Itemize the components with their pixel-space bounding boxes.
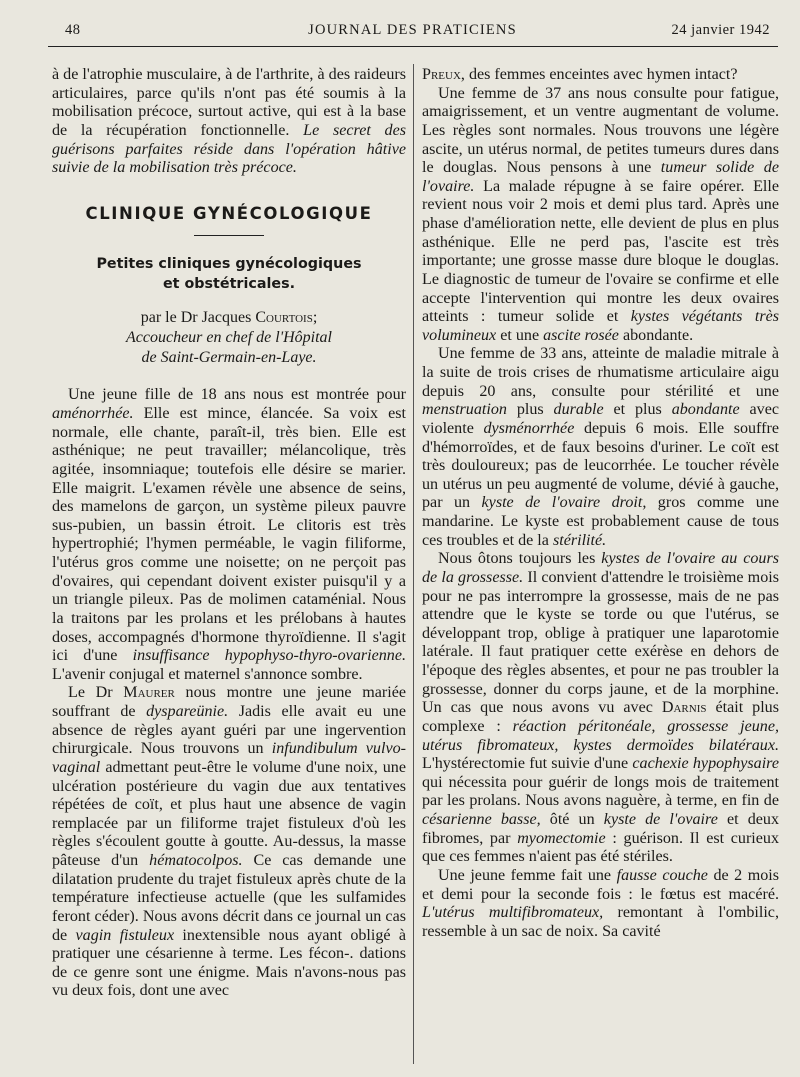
paragraph-case-4: Une femme de 33 ans, atteinte de maladie mitrale à la suite de trois crises de rhumatisme articulaire aigu depuis 20 ans, consulte pour stérilité et une menstruation plus durable et plus abondante avec violente dysménorrhée depuis 6 mois. Elle souffre d'hémorroïdes, et de faux besoins d'uriner. Le coït est très douloureux; pas de leucorrhée. Le toucher révèle un utérus un peu augmenté de volume, dévié à gauche, par un kyste de l'ovaire droit, gros comme une mandarine. Le kyste est probablement cause de tous ces troubles et de la stérilité. (422, 345, 779, 549)
right-column (422, 66, 779, 941)
left-column (52, 66, 406, 1001)
page-number: 48 (65, 22, 81, 38)
section-title: CLINIQUE GYNÉCOLOGIQUE (85, 203, 373, 223)
paragraph-case-2: Le Dr Maurer nous montre une jeune mariée souffrant de dyspareünie. Jadis elle avait eu une absence de règles ayant guéri par une ingervention chirurgicale. Nous trouvons un infundibulum vulvo-vaginal admettant peut-être le volume d'une noix, une ulcération postérieure du vagin due aux tentatives répétées de coït, et plus haut une absence de vagin remplacée par un filiforme trajet fistuleux d'où les règles s'écoulent goutte à goutte. Au-dessus, la masse pâteuse d'un hématocolpos. Ce cas demande une dilatation prudente du trajet fistuleux après chute de la température infectieuse actuelle (que les sulfamides feront céder). Nous avons décrit dans ce journal un cas de vagin fistuleux inextensible nous ayant obligé à pratiquer une césarienne à terme. Les fécon-. dations de ce genre sont une énigme. Mais n'avons-nous pas vu deux fois, dont une avec (52, 684, 407, 1000)
section-title-rule (194, 235, 264, 236)
issue-date: 24 janvier 1942 (671, 22, 770, 38)
byline: par le Dr Jacques Courtois; Accoucheur en chef de l'Hôpital de Saint-Germain-en-Laye. (125, 309, 332, 367)
intro-paragraph: à de l'atrophie musculaire, à de l'arthrite, à des raideurs articulaires, parce qu'ils n'ont pas été soumis à la mobilisation précoce, surtout active, qui est à la base de la récupération fonctionnelle. Le secret des guérisons parfaites réside dans l'opération hâtive suivie de la mobilisation très précoce. (52, 66, 406, 177)
column-divider (413, 64, 414, 1064)
header-rule (48, 46, 778, 47)
journal-title: JOURNAL DES PRATICIENS (308, 22, 517, 38)
article-title: Petites cliniques gynécologiques et obstétricales. (96, 256, 362, 293)
paragraph-ovarian-cysts: Nous ôtons toujours les kystes de l'ovaire au cours de la grossesse. Il convient d'attendre le troisième mois pour ne pas interrompre la grossesse, mais de ne pas attendre que le kyste se torde ou que l'utérus, se développant trop, oblige à pratiquer une laparotomie latérale. Il faut pratiquer cette exérèse en dehors de l'époque des règles absentes, et pour ne pas troubler la grossesse, donner du corps jaune, et de la morphine. Un cas que nous avons vu avec Darnis était plus complexe : réaction péritonéale, grossesse jeune, utérus fibromateux, kystes dermoïdes bilatéraux. L'hystérectomie fut suivie d'une cachexie hypophysaire qui nécessita pour guérir de longs mois de traitement par les prolans. Nous avons naguère, à terme, en fin de césarienne basse, ôté un kyste de l'ovaire et deux fibromes, par myomectomie : guérison. Il est curieux que ces femmes n'aient pas été stériles. (422, 550, 780, 866)
paragraph-continuation: Preux, des femmes enceintes avec hymen intact? (422, 66, 738, 83)
intro-italic: Le secret des guérisons parfaites réside dans l'opération hâtive suivie de la mobilisation très précoce. (52, 121, 406, 177)
page-header (55, 20, 770, 44)
author-name: Courtois (255, 309, 313, 327)
paragraph-case-5: Une jeune femme fait une fausse couche de 2 mois et demi pour la seconde fois : le fœtus est macéré. L'utérus multifibromateux, remontant à l'ombilic, ressemble à un sac de noix. Sa cavité (422, 866, 779, 940)
paragraph-case-1: Une jeune fille de 18 ans nous est montrée pour aménorrhée. Elle est mince, élancée. Sa voix est normale, elle chante, paraît-il, très bien. Elle est asthénique; ne peut travailler; mélancolique, très agitée, insomniaque; toutefois elle désire se marier. Elle maigrit. L'examen révèle une absence de seins, des mamelons de garçon, un système pileux pauvre sus-pubien, un bassin étroit. Le clitoris est très hypertrophié; l'hymen perméable, le vagin filiforme, l'utérus gros comme une noisette; on ne perçoit pas d'ovaires, qui cependant doivent exister puisqu'il y a un triangle pileux. Pas de molimen cataménial. Nous la traitons par les prolans et les prélobans à hautes doses, accompagnés d'hormone thyroïdienne. Il s'agit ici d'une insuffisance hypophyso-thyro-ovarienne. L'avenir conjugal et maternel s'annonce sombre. (52, 386, 406, 683)
paragraph-case-3: Une femme de 37 ans nous consulte pour fatigue, amaigrissement, et un ventre augmentant de volume. Les règles sont normales. Nous trouvons une légère ascite, un utérus normal, de petites tumeurs dures dans le douglas. Nous pensons à une tumeur solide de l'ovaire. La malade répugne à se faire opérer. Elle revient nous voir 2 mois et demi plus tard. Après une phase d'amélioration nette, elle devient de plus en plus asthénique. Elle ne perd pas, l'ascite est très importante; une grosse masse dure bloque le douglas. Le diagnostic de tumeur de l'ovaire se confirme et elle accepte l'intervention qui montre les deux ovaires atteints : tumeur solide et kystes végétants très volumineux et une ascite rosée abondante. (422, 84, 779, 344)
